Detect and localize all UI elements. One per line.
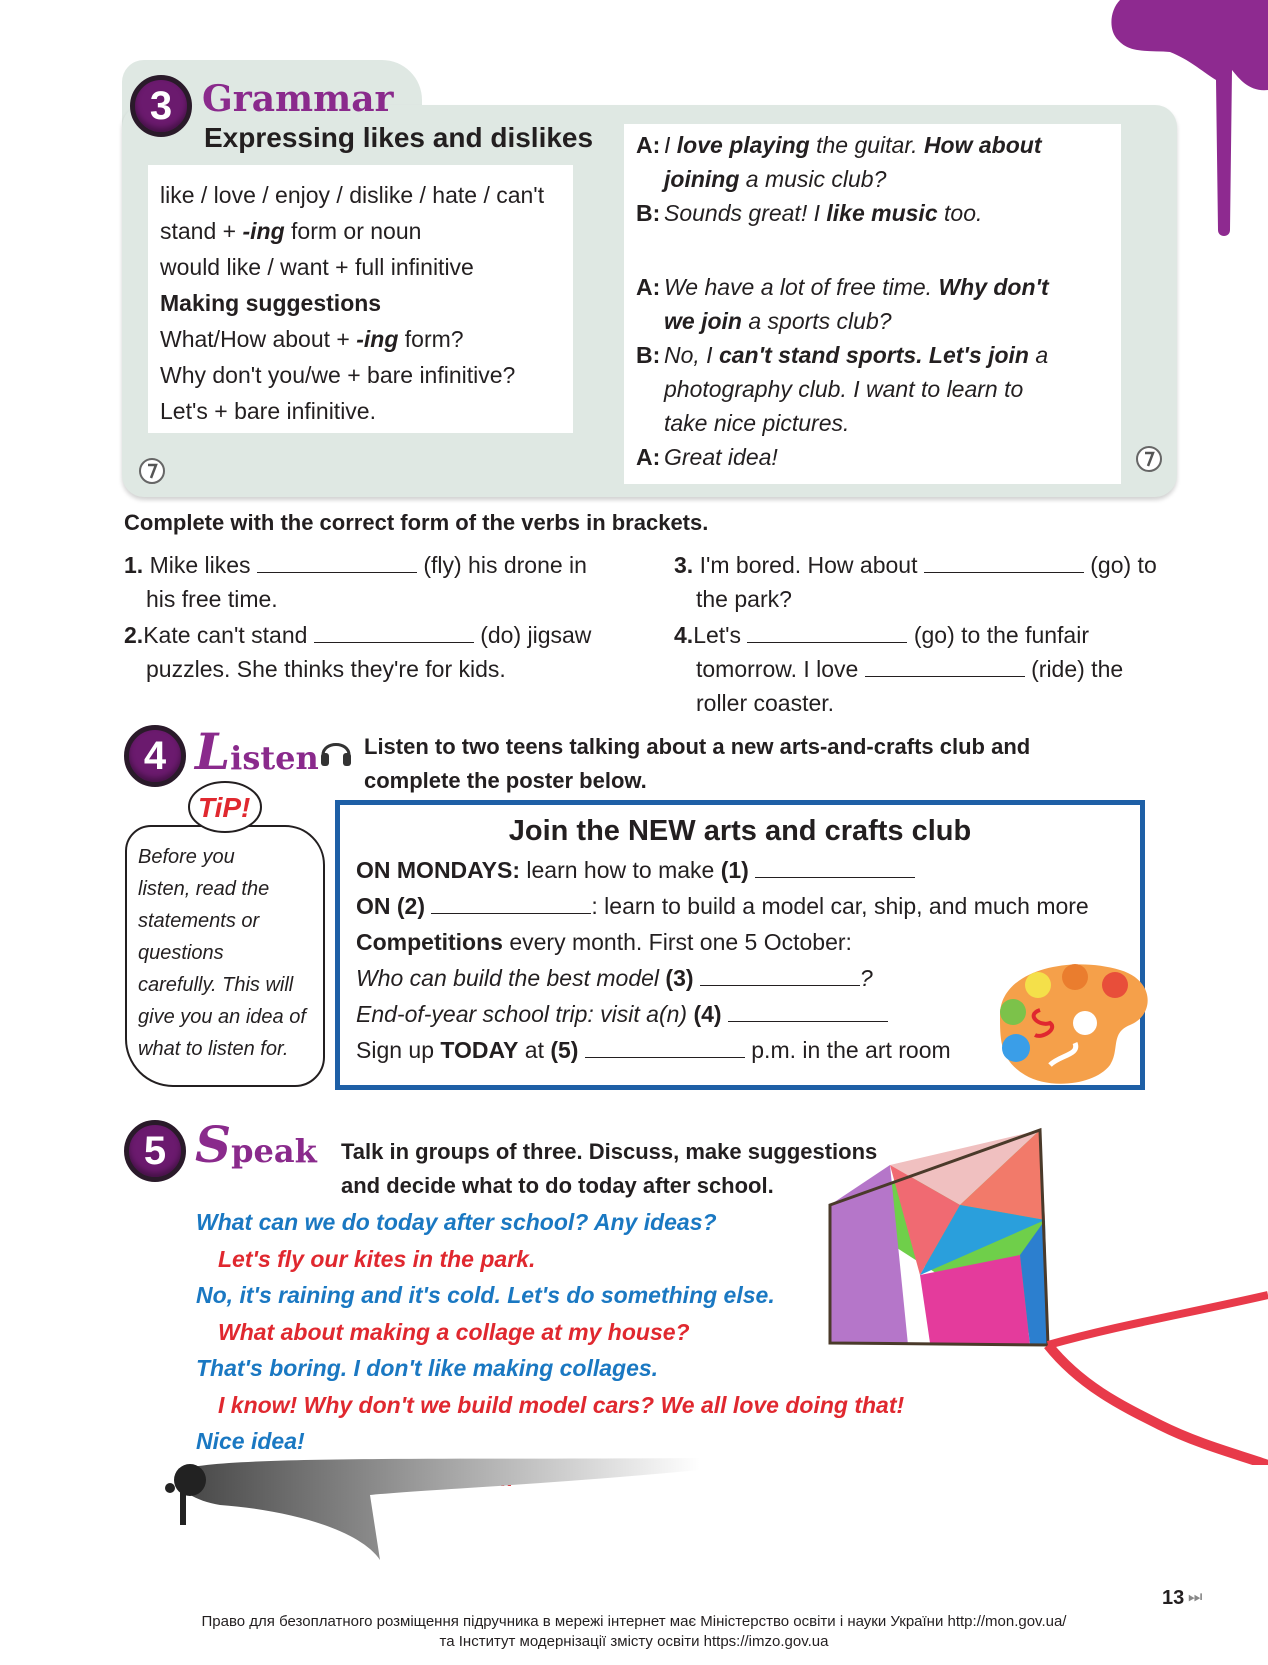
exercise-item-1: 1. Mike likes (fly) his drone in his free time.: [124, 552, 587, 612]
answer-blank[interactable]: [431, 894, 591, 914]
tip-text: [138, 841, 328, 1065]
dialogue-text: No, I: [664, 342, 719, 368]
paint-palette-icon: [980, 955, 1155, 1090]
dialogue-text: Why don't: [938, 274, 1049, 300]
rule-line: like / love / enjoy / dislike / hate / can't: [160, 182, 545, 208]
poster-title: Join the NEW arts and crafts club: [508, 815, 972, 847]
dialogue-text: a: [1028, 342, 1049, 368]
speak-line: That's boring. I don't like making collages.: [196, 1355, 659, 1381]
tip-line: questions: [138, 942, 224, 964]
tip-line: Before you: [138, 846, 235, 868]
ink-splat-decoration: [160, 1450, 720, 1570]
dialogue-text: a sports club?: [741, 308, 892, 334]
exercise-item-2: 2.Kate can't stand (do) jigsaw puzzles. She thinks they're for kids.: [124, 622, 592, 682]
dialogue-text: Great idea!: [664, 444, 778, 470]
exercise-item-3: 3. I'm bored. How about (go) to the park?: [674, 552, 1157, 612]
answer-blank[interactable]: [755, 858, 915, 878]
answer-blank[interactable]: [728, 1002, 888, 1022]
dialogue-text: like music: [826, 200, 938, 226]
footer-line-1: Право для безоплатного розміщення підручника в мережі інтернет має Міністерство освіти і науки України http://mon.gov.ua/: [201, 1613, 1067, 1630]
speak-line: No, it's raining and it's cold. Let's do something else.: [196, 1282, 775, 1308]
exercise-item-4: 4.Let's (go) to the funfair tomorrow. I love (ride) the roller coaster.: [674, 622, 1124, 716]
suggestions-heading: Making suggestions: [160, 290, 382, 316]
speak-line: What can we do today after school? Any ideas?: [196, 1209, 717, 1235]
dialogue-text: we join: [664, 308, 742, 334]
speaker-label: A:: [636, 132, 661, 158]
dialogue-text: a music club?: [739, 166, 887, 192]
poster-line-1: ON MONDAYS: learn how to make (1): [356, 852, 1124, 888]
poster-line-6: Sign up TODAY at (5) p.m. in the art room: [356, 1037, 951, 1063]
dialogue-line: [636, 128, 1109, 162]
grammar-subtitle: Expressing likes and dislikes: [204, 122, 594, 153]
dialogue-line: [636, 440, 1109, 474]
grammar-title: Grammar: [202, 78, 394, 120]
rule-line: What/How about + -ing form?: [160, 326, 464, 352]
dialogue: [636, 128, 1109, 474]
answer-blank[interactable]: [585, 1038, 745, 1058]
tip-line: what to listen for.: [138, 1038, 289, 1060]
speak-instruction: Talk in groups of three. Discuss, make suggestions and decide what to do today after school.: [341, 1139, 878, 1198]
answer-blank[interactable]: [257, 553, 417, 573]
tip-label: TiP!: [198, 792, 251, 823]
answer-blank[interactable]: [314, 623, 474, 643]
dialogue-text: How about: [923, 132, 1042, 158]
dialogue-text: love playing: [676, 132, 810, 158]
rule-line: Let's + bare infinitive.: [160, 398, 376, 424]
dialogue-text: joining: [664, 166, 740, 192]
grammar-rules-box: [148, 165, 573, 433]
headphones-icon: [318, 733, 354, 769]
dialogue-text: I: [664, 132, 677, 158]
page-number: 13: [1162, 1587, 1185, 1609]
reference-icon: [138, 457, 166, 485]
grammar-dialogue-box: [624, 124, 1121, 484]
section-number-4: 4: [124, 725, 186, 787]
dialogue-line: [636, 162, 1109, 196]
dialogue-text: photography club. I want to learn to: [664, 376, 1024, 402]
section-number-5: 5: [124, 1120, 186, 1182]
answer-blank[interactable]: [865, 657, 1025, 677]
listen-instruction: Listen to two teens talking about a new arts-and-crafts club and complete the poster below.: [364, 734, 1031, 793]
dialogue-text: take nice pictures.: [664, 410, 850, 436]
tip-line: listen, read the: [138, 878, 270, 900]
next-page-icon: ⏭: [1188, 1589, 1203, 1606]
dialogue-line: [636, 406, 1109, 440]
reference-icon: [1135, 445, 1163, 473]
answer-blank[interactable]: [924, 553, 1084, 573]
dialogue-line: [636, 338, 1109, 372]
poster-line-3: Competitions every month. First one 5 October:: [356, 929, 852, 955]
rule-line: would like / want + full infinitive: [160, 254, 474, 280]
dialogue-text: the guitar.: [809, 132, 924, 158]
speak-line: What about making a collage at my house?: [218, 1318, 690, 1345]
poster-line-5: End-of-year school trip: visit a(n) (4): [356, 996, 1124, 1032]
section-number-3: 3: [130, 75, 192, 137]
dialogue-text: can't stand sports. Let's join: [718, 342, 1029, 368]
footer-line-2: та Інститут модернізації змісту освіти https://imzo.gov.ua: [439, 1633, 829, 1650]
dialogue-text: Sounds great! I: [664, 200, 827, 226]
speak-line: Let's fly our kites in the park.: [218, 1245, 536, 1272]
answer-blank[interactable]: [700, 966, 860, 986]
listen-title: Listen: [195, 722, 319, 781]
exercise-instruction: Complete with the correct form of the verbs in brackets.: [124, 510, 709, 535]
poster-line-2: ON (2) : learn to build a model car, ship, and much more: [356, 893, 1089, 919]
tip-line: give you an idea of: [138, 1006, 306, 1028]
rule-line: stand + -ing form or noun: [160, 218, 422, 244]
rule-line: Why don't you/we + bare infinitive?: [160, 362, 516, 388]
kite-image: [820, 1125, 1268, 1465]
speaker-label: A:: [636, 274, 661, 300]
dialogue-text: too.: [937, 200, 983, 226]
tip-line: carefully. This will: [138, 974, 294, 996]
speaker-label: B:: [636, 342, 661, 368]
answer-blank[interactable]: [747, 623, 907, 643]
dialogue-line: [636, 304, 1109, 338]
dialogue-text: We have a lot of free time.: [664, 274, 939, 300]
speak-title: Speak: [195, 1115, 317, 1174]
speaker-label: B:: [636, 200, 661, 226]
speak-line: I know! Why don't we build model cars? We all love doing that!: [218, 1391, 905, 1418]
dialogue-line: [636, 372, 1109, 406]
dialogue-line: [636, 270, 1109, 304]
speaker-label: A:: [636, 444, 661, 470]
poster-line-4: Who can build the best model (3) ?: [356, 965, 873, 991]
dialogue-line: [636, 196, 1109, 230]
speak-line: Nice idea!: [196, 1428, 305, 1454]
tip-line: statements or: [138, 910, 260, 932]
